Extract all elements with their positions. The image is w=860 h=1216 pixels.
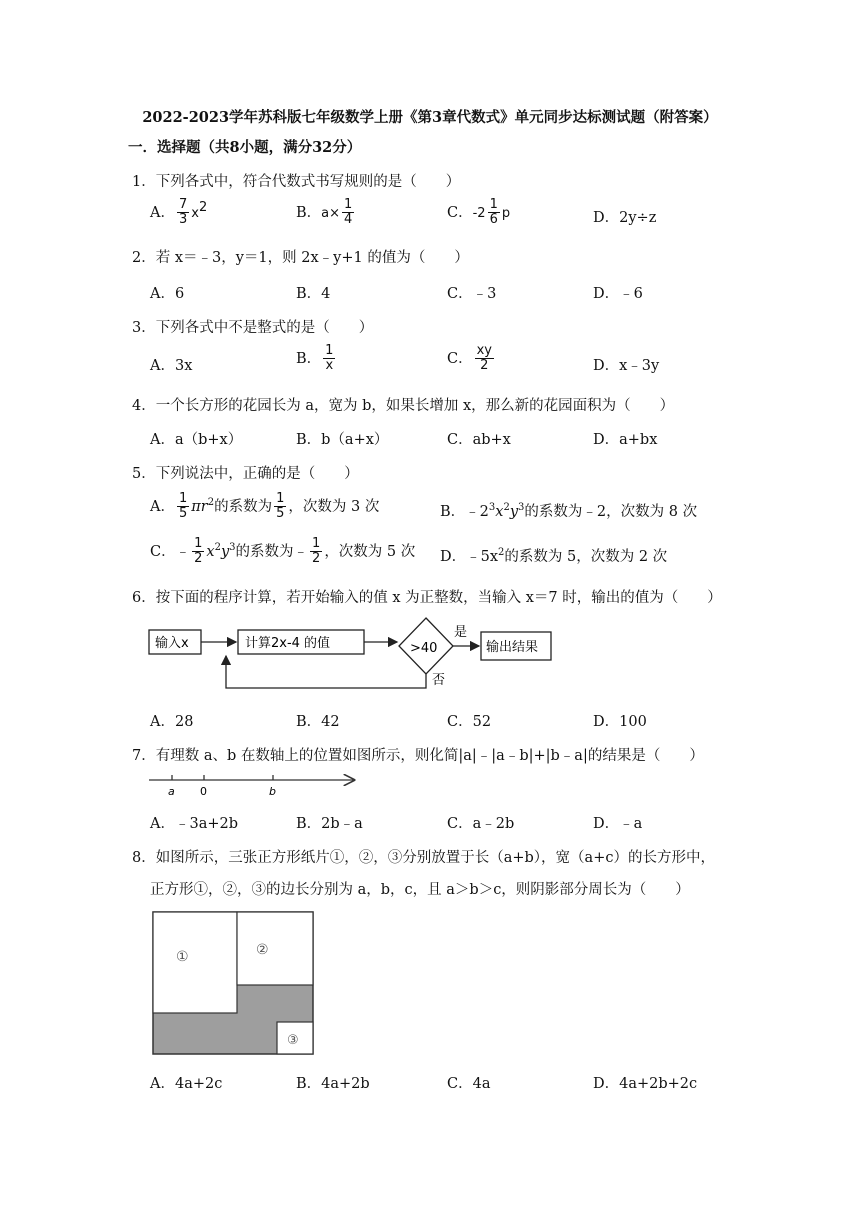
flow-input-label: 输入x	[155, 636, 189, 651]
fraction: $\frac{1}{5}$	[276, 491, 285, 522]
fraction: $\frac{1}{4}$	[344, 197, 353, 228]
question-5-option-c: C．﹣ $\frac{1}{2}$ $x^2y^3$的系数为﹣ $\frac{1}{2}$ ，次数为 5 次	[150, 536, 416, 567]
question-8-stem-line2: 正方形①，②，③的边长分别为 a，b，c，且 a＞b＞c，则阴影部分周长为（ ）	[150, 882, 690, 898]
question-4-stem: 4．一个长方形的花园长为 a，宽为 b，如果长增加 x，那么新的花园面积为（ ）	[132, 398, 675, 414]
question-8-option-c: C．4a	[447, 1076, 491, 1092]
question-3-option-b: B． $\frac{1}{x}$	[296, 343, 334, 374]
number-line	[146, 770, 366, 800]
square-2-label: ②	[256, 942, 269, 958]
fraction: $\frac{1}{2}$	[312, 536, 321, 567]
question-4-option-a: A．a（b+x）	[150, 432, 243, 448]
question-4-option-d: D．a+bx	[593, 432, 658, 448]
question-6-option-c: C．52	[447, 714, 492, 730]
question-5-stem: 5．下列说法中，正确的是（ ）	[132, 466, 359, 482]
question-8-option-b: B．4a+2b	[296, 1076, 370, 1092]
question-7-option-b: B．2b﹣a	[296, 816, 363, 832]
question-6-option-a: A．28	[150, 714, 194, 730]
square-2	[237, 912, 313, 985]
fraction: $\frac{1}{6}$	[489, 197, 498, 228]
question-6-stem: 6．按下面的程序计算，若开始输入的值 x 为正整数，当输入 x＝7 时，输出的值为（ ）	[132, 590, 722, 606]
question-2-option-d: D．﹣6	[593, 286, 643, 302]
axis-label-a: a	[168, 785, 175, 798]
question-5-option-d: D．$﹣5x^2$的系数为 5，次数为 2 次	[440, 547, 668, 565]
question-5-option-b: B．$﹣2^3x^2y^3$的系数为﹣2，次数为 8 次	[440, 502, 698, 520]
question-1-option-d: D．2y÷z	[593, 210, 657, 226]
fraction: $\frac{1}{x}$	[325, 343, 334, 374]
question-2-option-c: C．﹣3	[447, 286, 497, 302]
flow-output-label: 输出结果	[486, 640, 539, 655]
question-2-option-b: B．4	[296, 286, 331, 302]
question-1-option-a: A． $\frac{7}{3}$ $x^2$	[150, 197, 208, 228]
squares-diagram	[150, 909, 316, 1057]
question-4-option-c: C．ab+x	[447, 432, 511, 448]
question-1-stem: 1．下列各式中，符合代数式书写规则的是（ ）	[132, 174, 461, 190]
page-title: 2022-2023学年苏科版七年级数学上册《第3章代数式》单元同步达标测试题（附答案）	[142, 109, 718, 126]
question-1-option-c: C．-2 $\frac{1}{6}$ p	[447, 197, 511, 228]
question-8-stem-line1: 8．如图所示，三张正方形纸片①，②，③分别放置于长（a+b），宽（a+c）的长方形中，	[132, 850, 715, 866]
question-5-option-a: A． $\frac{1}{5}$ $\pi r^2$的系数为 $\frac{1}{5}$ ，次数为 3 次	[150, 491, 380, 522]
flow-calc-label: 计算2x-4 的值	[245, 636, 331, 651]
fraction: $\frac{xy}{2}$	[476, 343, 492, 374]
fraction: $\frac{7}{3}$	[178, 197, 188, 228]
question-3-option-d: D．x﹣3y	[593, 358, 660, 374]
question-7-option-a: A．﹣3a+2b	[150, 816, 238, 832]
fraction: $\frac{1}{2}$	[194, 536, 203, 567]
section-heading: 一．选择题（共8小题，满分32分）	[128, 139, 362, 156]
question-2-option-a: A．6	[150, 286, 185, 302]
flow-no-label: 否	[432, 673, 446, 688]
question-7-stem: 7．有理数 a、b 在数轴上的位置如图所示，则化简|a|﹣|a﹣b|+|b﹣a|的结果是（ ）	[132, 748, 704, 764]
question-7-option-c: C．a﹣2b	[447, 816, 515, 832]
fraction: $\frac{1}{5}$	[178, 491, 188, 522]
question-3-option-c: C． $\frac{xy}{2}$	[447, 343, 492, 374]
flow-yes-label: 是	[454, 625, 468, 640]
question-2-stem: 2．若 x＝﹣3，y＝1，则 2x﹣y+1 的值为（ ）	[132, 250, 469, 266]
question-1-option-b: B．a× $\frac{1}{4}$	[296, 197, 353, 228]
question-8-option-a: A．4a+2c	[150, 1076, 223, 1092]
square-1-label: ①	[176, 949, 189, 965]
axis-label-0: 0	[200, 785, 207, 798]
flow-condition-label: >40	[410, 641, 438, 656]
question-8-option-d: D．4a+2b+2c	[593, 1076, 698, 1092]
question-3-option-a: A．3x	[150, 358, 193, 374]
square-1	[153, 912, 237, 1013]
question-4-option-b: B．b（a+x）	[296, 432, 389, 448]
question-6-option-b: B．42	[296, 714, 340, 730]
question-3-stem: 3．下列各式中不是整式的是（ ）	[132, 320, 374, 336]
program-flowchart	[146, 616, 566, 692]
question-6-option-d: D．100	[593, 714, 647, 730]
flow-loop-arrow	[226, 656, 426, 688]
question-7-option-d: D．﹣a	[593, 816, 643, 832]
square-3-label: ③	[287, 1033, 299, 1048]
axis-label-b: b	[269, 785, 276, 798]
